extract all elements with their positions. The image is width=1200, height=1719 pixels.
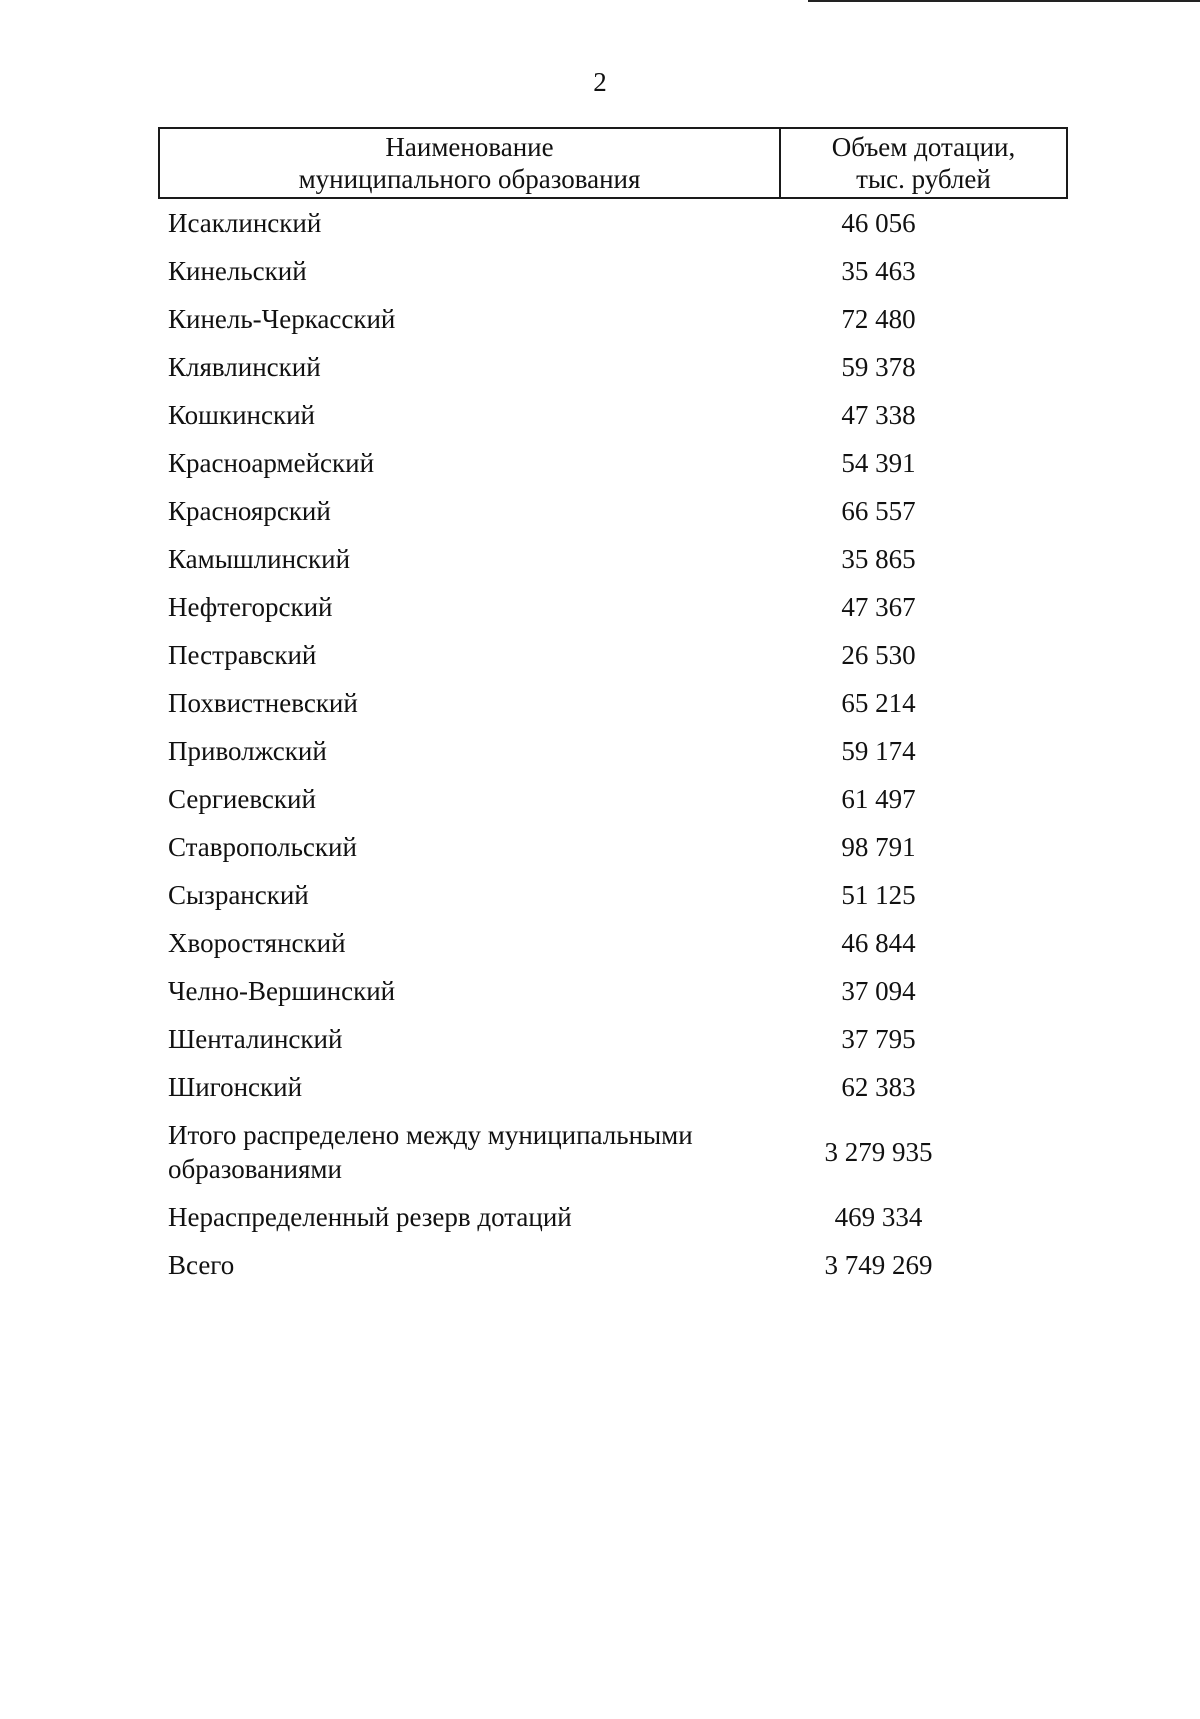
subsidy-amount: 65 214 <box>841 688 916 718</box>
municipality-name: Красноярский <box>168 496 331 526</box>
subsidy-amount: 37 795 <box>841 1024 916 1054</box>
header-subsidy-amount: Объем дотации, тыс. рублей <box>831 132 1016 194</box>
subsidy-amount: 46 056 <box>841 208 916 238</box>
table-row <box>158 967 1068 1015</box>
municipality-name: Хворостянский <box>168 928 346 958</box>
municipality-name: Камышлинский <box>168 544 351 574</box>
municipality-name: Клявлинский <box>168 352 321 382</box>
municipality-name: Сергиевский <box>168 784 316 814</box>
table-row <box>158 679 1068 727</box>
table-row <box>158 535 1068 583</box>
table-row <box>158 391 1068 439</box>
table-row <box>158 1015 1068 1063</box>
municipality-name: Шигонский <box>168 1072 303 1102</box>
page-number: 2 <box>593 67 607 97</box>
municipality-name: Пестравский <box>168 640 317 670</box>
total-distributed-label: Итого распределено между муниципальными образованиями <box>168 1120 693 1184</box>
municipality-name: Похвистневский <box>168 688 358 718</box>
reserve-amount: 469 334 <box>834 1202 923 1232</box>
subsidy-amount: 66 557 <box>841 496 916 526</box>
municipality-name: Нефтегорский <box>168 592 333 622</box>
municipality-name: Ставропольский <box>168 832 357 862</box>
subsidy-amount: 54 391 <box>841 448 916 478</box>
table-row <box>158 247 1068 295</box>
table-body <box>158 199 1068 1289</box>
subsidy-amount: 61 497 <box>841 784 916 814</box>
grand-total-label: Всего <box>168 1250 235 1280</box>
municipality-name: Кошкинский <box>168 400 315 430</box>
total-distributed-amount: 3 279 935 <box>824 1137 933 1167</box>
municipality-name: Кинельский <box>168 256 307 286</box>
top-border-line <box>808 0 1200 2</box>
subsidy-amount: 59 378 <box>841 352 916 382</box>
subsidy-amount: 35 463 <box>841 256 916 286</box>
subsidy-amount: 26 530 <box>841 640 916 670</box>
subsidy-amount: 59 174 <box>841 736 916 766</box>
table-row <box>158 631 1068 679</box>
municipality-name: Челно-Вершинский <box>168 976 396 1006</box>
header-municipality-name: Наименование муниципального образования <box>160 129 781 197</box>
table-row <box>158 583 1068 631</box>
subsidy-amount: 98 791 <box>841 832 916 862</box>
reserve-label: Нераспределенный резерв дотаций <box>168 1202 572 1232</box>
grand-total-row <box>158 1241 1068 1289</box>
subsidy-amount: 72 480 <box>841 304 916 334</box>
subsidy-amount: 46 844 <box>841 928 916 958</box>
subsidy-amount: 37 094 <box>841 976 916 1006</box>
table-row <box>158 727 1068 775</box>
table-row <box>158 919 1068 967</box>
table-row <box>158 343 1068 391</box>
table-row <box>158 439 1068 487</box>
table-row <box>158 1063 1068 1111</box>
municipality-name: Шенталинский <box>168 1024 343 1054</box>
table-row <box>158 487 1068 535</box>
table-row <box>158 823 1068 871</box>
table-row <box>158 871 1068 919</box>
table-row <box>158 295 1068 343</box>
subsidy-amount: 62 383 <box>841 1072 916 1102</box>
municipality-name: Исаклинский <box>168 208 322 238</box>
total-distributed-row <box>158 1111 1068 1193</box>
municipality-name: Приволжский <box>168 736 327 766</box>
grand-total-amount: 3 749 269 <box>824 1250 933 1280</box>
subsidy-amount: 47 338 <box>841 400 916 430</box>
table-row <box>158 775 1068 823</box>
subsidy-amount: 51 125 <box>841 880 916 910</box>
subsidy-amount: 35 865 <box>841 544 916 574</box>
municipality-name: Красноармейский <box>168 448 375 478</box>
subsidy-amount: 47 367 <box>841 592 916 622</box>
municipality-name: Сызранский <box>168 880 309 910</box>
reserve-row <box>158 1193 1068 1241</box>
municipality-name: Кинель-Черкасский <box>168 304 396 334</box>
table-header <box>158 127 1068 199</box>
table-row <box>158 199 1068 247</box>
